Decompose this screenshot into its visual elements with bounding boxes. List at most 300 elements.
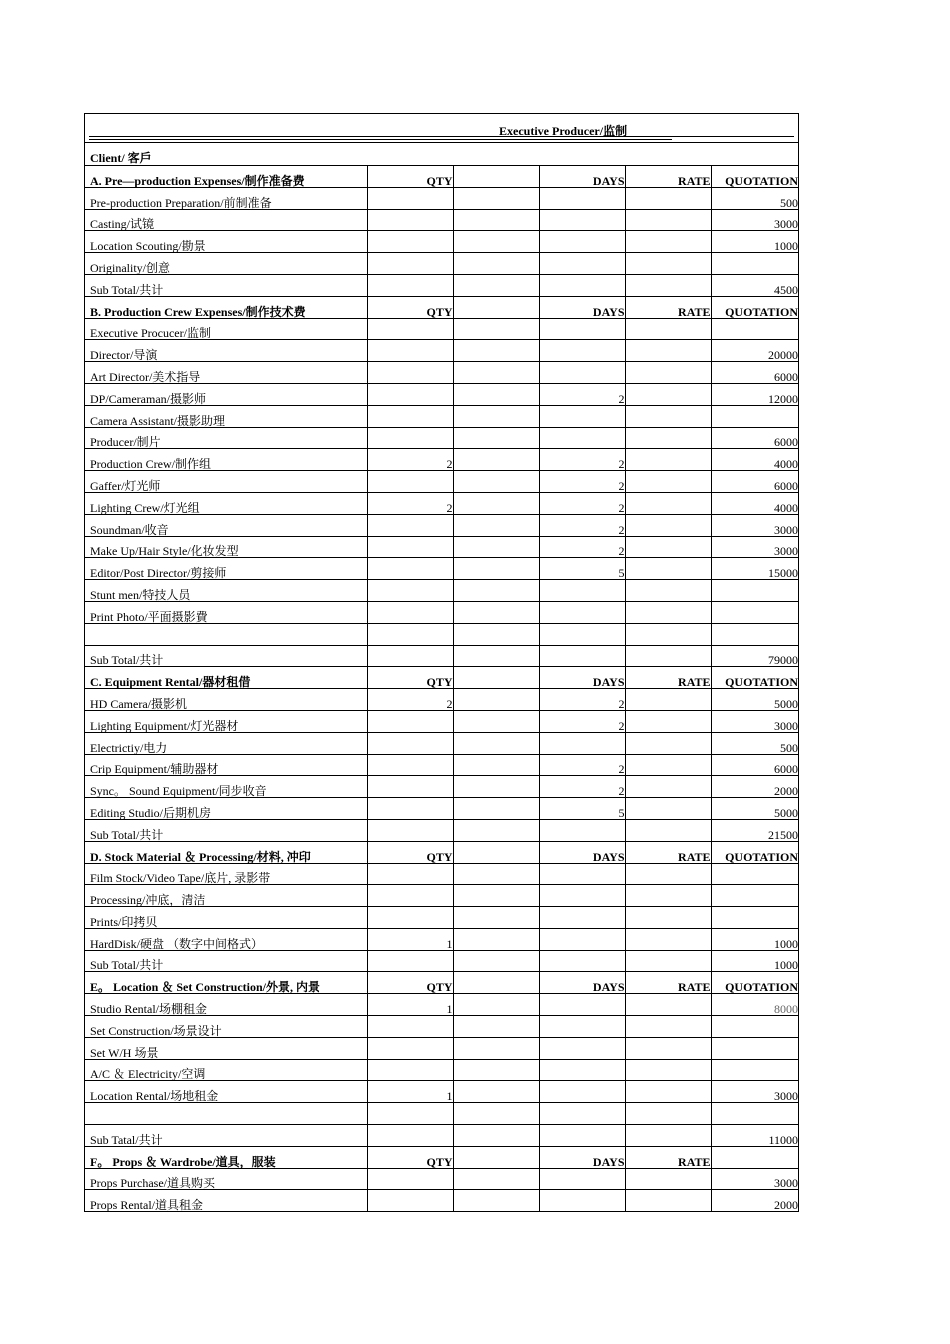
rate-cell — [625, 754, 711, 776]
qty-cell — [367, 231, 453, 253]
section-header-row — [85, 296, 798, 318]
table-row — [85, 253, 798, 275]
quotation-cell: 4000 — [711, 449, 798, 471]
days-cell: DAYS — [539, 841, 625, 863]
qty-cell — [367, 340, 453, 362]
table-row — [85, 994, 798, 1016]
days-cell — [539, 645, 625, 667]
qty-cell: 1 — [367, 1081, 453, 1103]
section-header-row — [85, 166, 798, 187]
qty-cell — [367, 536, 453, 558]
line-item-label: Location Rental/场地租金 — [85, 1081, 367, 1103]
qty-cell: 1 — [367, 928, 453, 950]
days-cell — [539, 863, 625, 885]
line-item-label: E。 Location ＆ Set Construction/外景, 内景 — [85, 972, 367, 994]
quotation-cell: 12000 — [711, 383, 798, 405]
rate-cell — [625, 492, 711, 514]
blank-cell — [453, 907, 539, 929]
quotation-cell: 4500 — [711, 274, 798, 296]
quotation-cell: 2000 — [711, 776, 798, 798]
rate-cell — [625, 819, 711, 841]
blank-cell — [453, 732, 539, 754]
table-row — [85, 1103, 798, 1125]
days-cell — [539, 928, 625, 950]
qty-cell: 1 — [367, 994, 453, 1016]
rate-cell — [625, 405, 711, 427]
qty-cell — [367, 798, 453, 820]
table-row — [85, 209, 798, 231]
qty-cell: QTY — [367, 972, 453, 994]
blank-cell — [453, 994, 539, 1016]
rate-cell — [625, 1103, 711, 1125]
line-item-label: Set Construction/场景设计 — [85, 1016, 367, 1038]
blank-cell — [453, 689, 539, 711]
table-row — [85, 1168, 798, 1190]
rate-cell — [625, 187, 711, 209]
qty-cell — [367, 819, 453, 841]
days-cell — [539, 580, 625, 602]
line-item-label: F。 Props ＆ Wardrobe/道具，服装 — [85, 1146, 367, 1168]
qty-cell — [367, 362, 453, 384]
rate-cell — [625, 1168, 711, 1190]
qty-cell — [367, 732, 453, 754]
table-row — [85, 362, 798, 384]
blank-cell — [453, 710, 539, 732]
qty-cell — [367, 471, 453, 493]
blank-cell — [453, 863, 539, 885]
quotation-cell: 21500 — [711, 819, 798, 841]
qty-cell — [367, 885, 453, 907]
rate-cell — [625, 798, 711, 820]
rate-cell — [625, 1016, 711, 1038]
days-cell — [539, 1103, 625, 1125]
blank-cell — [453, 166, 539, 187]
rate-cell — [625, 776, 711, 798]
rate-cell — [625, 907, 711, 929]
line-item-label: Location Scouting/勘景 — [85, 231, 367, 253]
qty-cell — [367, 776, 453, 798]
blank-cell — [453, 383, 539, 405]
days-cell: 2 — [539, 710, 625, 732]
quotation-cell: 6000 — [711, 427, 798, 449]
days-cell — [539, 405, 625, 427]
quotation-cell — [711, 1103, 798, 1125]
blank-cell — [453, 580, 539, 602]
days-cell — [539, 1190, 625, 1211]
budget-table — [85, 166, 798, 1211]
line-item-label: A/C ＆ Electricity/空调 — [85, 1059, 367, 1081]
quotation-cell — [711, 907, 798, 929]
quotation-cell — [711, 253, 798, 275]
quotation-cell: 1000 — [711, 928, 798, 950]
line-item-label — [85, 1103, 367, 1125]
table-row — [85, 645, 798, 667]
qty-cell: 2 — [367, 449, 453, 471]
blank-cell — [453, 841, 539, 863]
rate-cell — [625, 558, 711, 580]
rate-cell: RATE — [625, 1146, 711, 1168]
table-row — [85, 1016, 798, 1038]
days-cell — [539, 885, 625, 907]
qty-cell — [367, 1059, 453, 1081]
quotation-cell: QUOTATION — [711, 841, 798, 863]
quotation-cell: 20000 — [711, 340, 798, 362]
blank-cell — [453, 449, 539, 471]
rate-cell — [625, 1081, 711, 1103]
blank-cell — [453, 950, 539, 972]
qty-cell — [367, 274, 453, 296]
blank-cell — [453, 471, 539, 493]
quotation-cell — [711, 405, 798, 427]
rate-cell — [625, 209, 711, 231]
rate-cell — [625, 623, 711, 645]
qty-cell — [367, 907, 453, 929]
days-cell: 2 — [539, 776, 625, 798]
budget-sheet — [84, 113, 799, 1212]
table-row — [85, 427, 798, 449]
table-row — [85, 754, 798, 776]
quotation-cell: 3000 — [711, 1168, 798, 1190]
qty-cell: QTY — [367, 1146, 453, 1168]
line-item-label — [85, 623, 367, 645]
line-item-label: HardDisk/硬盘 （数字中间格式） — [85, 928, 367, 950]
qty-cell — [367, 863, 453, 885]
table-row — [85, 580, 798, 602]
days-cell — [539, 362, 625, 384]
line-item-label: Production Crew/制作组 — [85, 449, 367, 471]
line-item-label: Print Photo/平面摄影費 — [85, 601, 367, 623]
blank-cell — [453, 1059, 539, 1081]
rate-cell — [625, 885, 711, 907]
blank-cell — [453, 318, 539, 340]
blank-cell — [453, 209, 539, 231]
days-cell: DAYS — [539, 296, 625, 318]
table-row — [85, 732, 798, 754]
table-row — [85, 1190, 798, 1211]
blank-cell — [453, 1016, 539, 1038]
quotation-cell — [711, 1016, 798, 1038]
line-item-label: Lighting Crew/灯光组 — [85, 492, 367, 514]
rate-cell — [625, 318, 711, 340]
rate-cell — [625, 994, 711, 1016]
qty-cell — [367, 950, 453, 972]
rate-cell — [625, 471, 711, 493]
quotation-cell: 500 — [711, 187, 798, 209]
table-row — [85, 514, 798, 536]
line-item-label: Sync。 Sound Equipment/同步收音 — [85, 776, 367, 798]
section-header-row — [85, 972, 798, 994]
line-item-label: DP/Cameraman/摄影师 — [85, 383, 367, 405]
qty-cell — [367, 580, 453, 602]
blank-cell — [453, 492, 539, 514]
days-cell: 5 — [539, 798, 625, 820]
line-item-label: Props Purchase/道具购买 — [85, 1168, 367, 1190]
blank-cell — [453, 972, 539, 994]
budget-rows — [85, 166, 798, 1211]
rate-cell — [625, 1125, 711, 1147]
line-item-label: Sub Tatal/共计 — [85, 1125, 367, 1147]
line-item-label: Producer/制片 — [85, 427, 367, 449]
table-row — [85, 492, 798, 514]
days-cell: 2 — [539, 492, 625, 514]
rate-cell — [625, 383, 711, 405]
line-item-label: Casting/试镜 — [85, 209, 367, 231]
quotation-cell — [711, 885, 798, 907]
days-cell: DAYS — [539, 667, 625, 689]
quotation-cell: 1000 — [711, 231, 798, 253]
blank-cell — [453, 1168, 539, 1190]
blank-cell — [453, 1146, 539, 1168]
days-cell — [539, 274, 625, 296]
blank-cell — [453, 514, 539, 536]
table-row — [85, 885, 798, 907]
line-item-label: Studio Rental/场棚租金 — [85, 994, 367, 1016]
line-item-label: Sub Total/共计 — [85, 950, 367, 972]
line-item-label: Pre-production Preparation/前制准备 — [85, 187, 367, 209]
line-item-label: Set W/H 场景 — [85, 1037, 367, 1059]
quotation-cell: 11000 — [711, 1125, 798, 1147]
qty-cell — [367, 1103, 453, 1125]
days-cell — [539, 994, 625, 1016]
rate-cell — [625, 231, 711, 253]
line-item-label: C. Equipment Rental/器材租借 — [85, 667, 367, 689]
rate-cell — [625, 253, 711, 275]
quotation-cell — [711, 1037, 798, 1059]
qty-cell — [367, 405, 453, 427]
days-cell — [539, 231, 625, 253]
title-row — [85, 113, 798, 143]
table-row — [85, 798, 798, 820]
rate-cell — [625, 1190, 711, 1211]
quotation-cell: QUOTATION — [711, 972, 798, 994]
rate-cell — [625, 863, 711, 885]
blank-cell — [453, 1103, 539, 1125]
client-label: Client/ 客戶 — [90, 151, 152, 165]
rate-cell — [625, 1059, 711, 1081]
blank-cell — [453, 776, 539, 798]
table-row — [85, 1059, 798, 1081]
qty-cell — [367, 710, 453, 732]
quotation-cell: 6000 — [711, 754, 798, 776]
section-header-row — [85, 841, 798, 863]
quotation-cell: QUOTATION — [711, 667, 798, 689]
table-row — [85, 558, 798, 580]
quotation-cell: 500 — [711, 732, 798, 754]
quotation-cell: 8000 — [711, 994, 798, 1016]
table-row — [85, 710, 798, 732]
quotation-cell: 6000 — [711, 471, 798, 493]
sheet-title: Executive Producer/监制 — [499, 124, 628, 138]
days-cell — [539, 1081, 625, 1103]
days-cell: DAYS — [539, 972, 625, 994]
qty-cell — [367, 427, 453, 449]
qty-cell — [367, 1037, 453, 1059]
days-cell — [539, 1059, 625, 1081]
section-header-row — [85, 1146, 798, 1168]
line-item-label: Originality/创意 — [85, 253, 367, 275]
rate-cell — [625, 601, 711, 623]
rate-cell — [625, 1037, 711, 1059]
table-row — [85, 274, 798, 296]
qty-cell — [367, 601, 453, 623]
quotation-cell: QUOTATION — [711, 166, 798, 187]
qty-cell — [367, 187, 453, 209]
line-item-label: HD Camera/摄影机 — [85, 689, 367, 711]
days-cell: 2 — [539, 471, 625, 493]
table-row — [85, 950, 798, 972]
table-row — [85, 1125, 798, 1147]
table-row — [85, 383, 798, 405]
line-item-label: Director/导演 — [85, 340, 367, 362]
line-item-label: Film Stock/Video Tape/底片, 录影带 — [85, 863, 367, 885]
rate-cell — [625, 536, 711, 558]
blank-cell — [453, 1125, 539, 1147]
rate-cell — [625, 732, 711, 754]
line-item-label: Sub Total/共计 — [85, 645, 367, 667]
table-row — [85, 231, 798, 253]
qty-cell — [367, 558, 453, 580]
rate-cell — [625, 340, 711, 362]
quotation-cell: 3000 — [711, 710, 798, 732]
blank-cell — [453, 340, 539, 362]
qty-cell: 2 — [367, 689, 453, 711]
line-item-label: Processing/冲底，清洁 — [85, 885, 367, 907]
blank-cell — [453, 885, 539, 907]
table-row — [85, 1037, 798, 1059]
line-item-label: Lighting Equipment/灯光器材 — [85, 710, 367, 732]
quotation-cell — [711, 580, 798, 602]
rate-cell — [625, 274, 711, 296]
rate-cell — [625, 449, 711, 471]
blank-cell — [453, 536, 539, 558]
days-cell — [539, 623, 625, 645]
table-row — [85, 187, 798, 209]
blank-cell — [453, 558, 539, 580]
days-cell — [539, 732, 625, 754]
table-row — [85, 776, 798, 798]
table-row — [85, 689, 798, 711]
blank-cell — [453, 754, 539, 776]
table-row — [85, 928, 798, 950]
blank-cell — [453, 274, 539, 296]
blank-cell — [453, 601, 539, 623]
blank-cell — [453, 296, 539, 318]
quotation-cell: 3000 — [711, 209, 798, 231]
quotation-cell — [711, 863, 798, 885]
blank-cell — [453, 405, 539, 427]
table-row — [85, 819, 798, 841]
blank-cell — [453, 187, 539, 209]
table-row — [85, 405, 798, 427]
quotation-cell: 4000 — [711, 492, 798, 514]
quotation-cell: 3000 — [711, 1081, 798, 1103]
table-row — [85, 471, 798, 493]
quotation-cell: 1000 — [711, 950, 798, 972]
qty-cell: QTY — [367, 296, 453, 318]
blank-cell — [453, 253, 539, 275]
days-cell: 2 — [539, 536, 625, 558]
qty-cell — [367, 1168, 453, 1190]
blank-cell — [453, 798, 539, 820]
blank-cell — [453, 362, 539, 384]
qty-cell — [367, 754, 453, 776]
rate-cell — [625, 427, 711, 449]
qty-cell — [367, 645, 453, 667]
quotation-cell — [711, 318, 798, 340]
days-cell: 2 — [539, 383, 625, 405]
table-row — [85, 1081, 798, 1103]
blank-cell — [453, 427, 539, 449]
line-item-label: Props Rental/道具租金 — [85, 1190, 367, 1211]
days-cell — [539, 1016, 625, 1038]
quotation-cell — [711, 1059, 798, 1081]
rate-cell: RATE — [625, 972, 711, 994]
days-cell — [539, 819, 625, 841]
rate-cell — [625, 362, 711, 384]
quotation-cell: 5000 — [711, 689, 798, 711]
days-cell — [539, 1168, 625, 1190]
table-row — [85, 907, 798, 929]
quotation-cell: 3000 — [711, 536, 798, 558]
quotation-cell: 2000 — [711, 1190, 798, 1211]
rate-cell — [625, 950, 711, 972]
qty-cell — [367, 383, 453, 405]
days-cell: 2 — [539, 449, 625, 471]
qty-cell — [367, 514, 453, 536]
blank-cell — [453, 1081, 539, 1103]
rate-cell: RATE — [625, 667, 711, 689]
title-rule-double — [89, 139, 672, 140]
quotation-cell — [711, 623, 798, 645]
line-item-label: Camera Assistant/摄影助理 — [85, 405, 367, 427]
qty-cell — [367, 1125, 453, 1147]
days-cell — [539, 209, 625, 231]
qty-cell: 2 — [367, 492, 453, 514]
qty-cell — [367, 1190, 453, 1211]
table-row — [85, 601, 798, 623]
quotation-cell: 3000 — [711, 514, 798, 536]
line-item-label: Stunt men/特技人员 — [85, 580, 367, 602]
quotation-cell: 5000 — [711, 798, 798, 820]
rate-cell — [625, 689, 711, 711]
quotation-cell — [711, 601, 798, 623]
days-cell — [539, 601, 625, 623]
rate-cell: RATE — [625, 296, 711, 318]
days-cell — [539, 187, 625, 209]
quotation-cell: 15000 — [711, 558, 798, 580]
table-row — [85, 863, 798, 885]
line-item-label: Executive Procucer/监制 — [85, 318, 367, 340]
line-item-label: B. Production Crew Expenses/制作技术费 — [85, 296, 367, 318]
line-item-label: Soundman/收音 — [85, 514, 367, 536]
quotation-cell — [711, 1146, 798, 1168]
line-item-label: Art Director/美术指导 — [85, 362, 367, 384]
days-cell — [539, 318, 625, 340]
table-row — [85, 536, 798, 558]
table-row — [85, 340, 798, 362]
days-cell — [539, 950, 625, 972]
line-item-label: Electrictiy/电力 — [85, 732, 367, 754]
line-item-label: Sub Total/共计 — [85, 819, 367, 841]
title-rule — [89, 136, 794, 137]
qty-cell: QTY — [367, 841, 453, 863]
qty-cell — [367, 623, 453, 645]
client-row — [85, 143, 798, 166]
days-cell — [539, 1125, 625, 1147]
line-item-label: Crip Equipment/辅助器材 — [85, 754, 367, 776]
days-cell — [539, 340, 625, 362]
blank-cell — [453, 231, 539, 253]
